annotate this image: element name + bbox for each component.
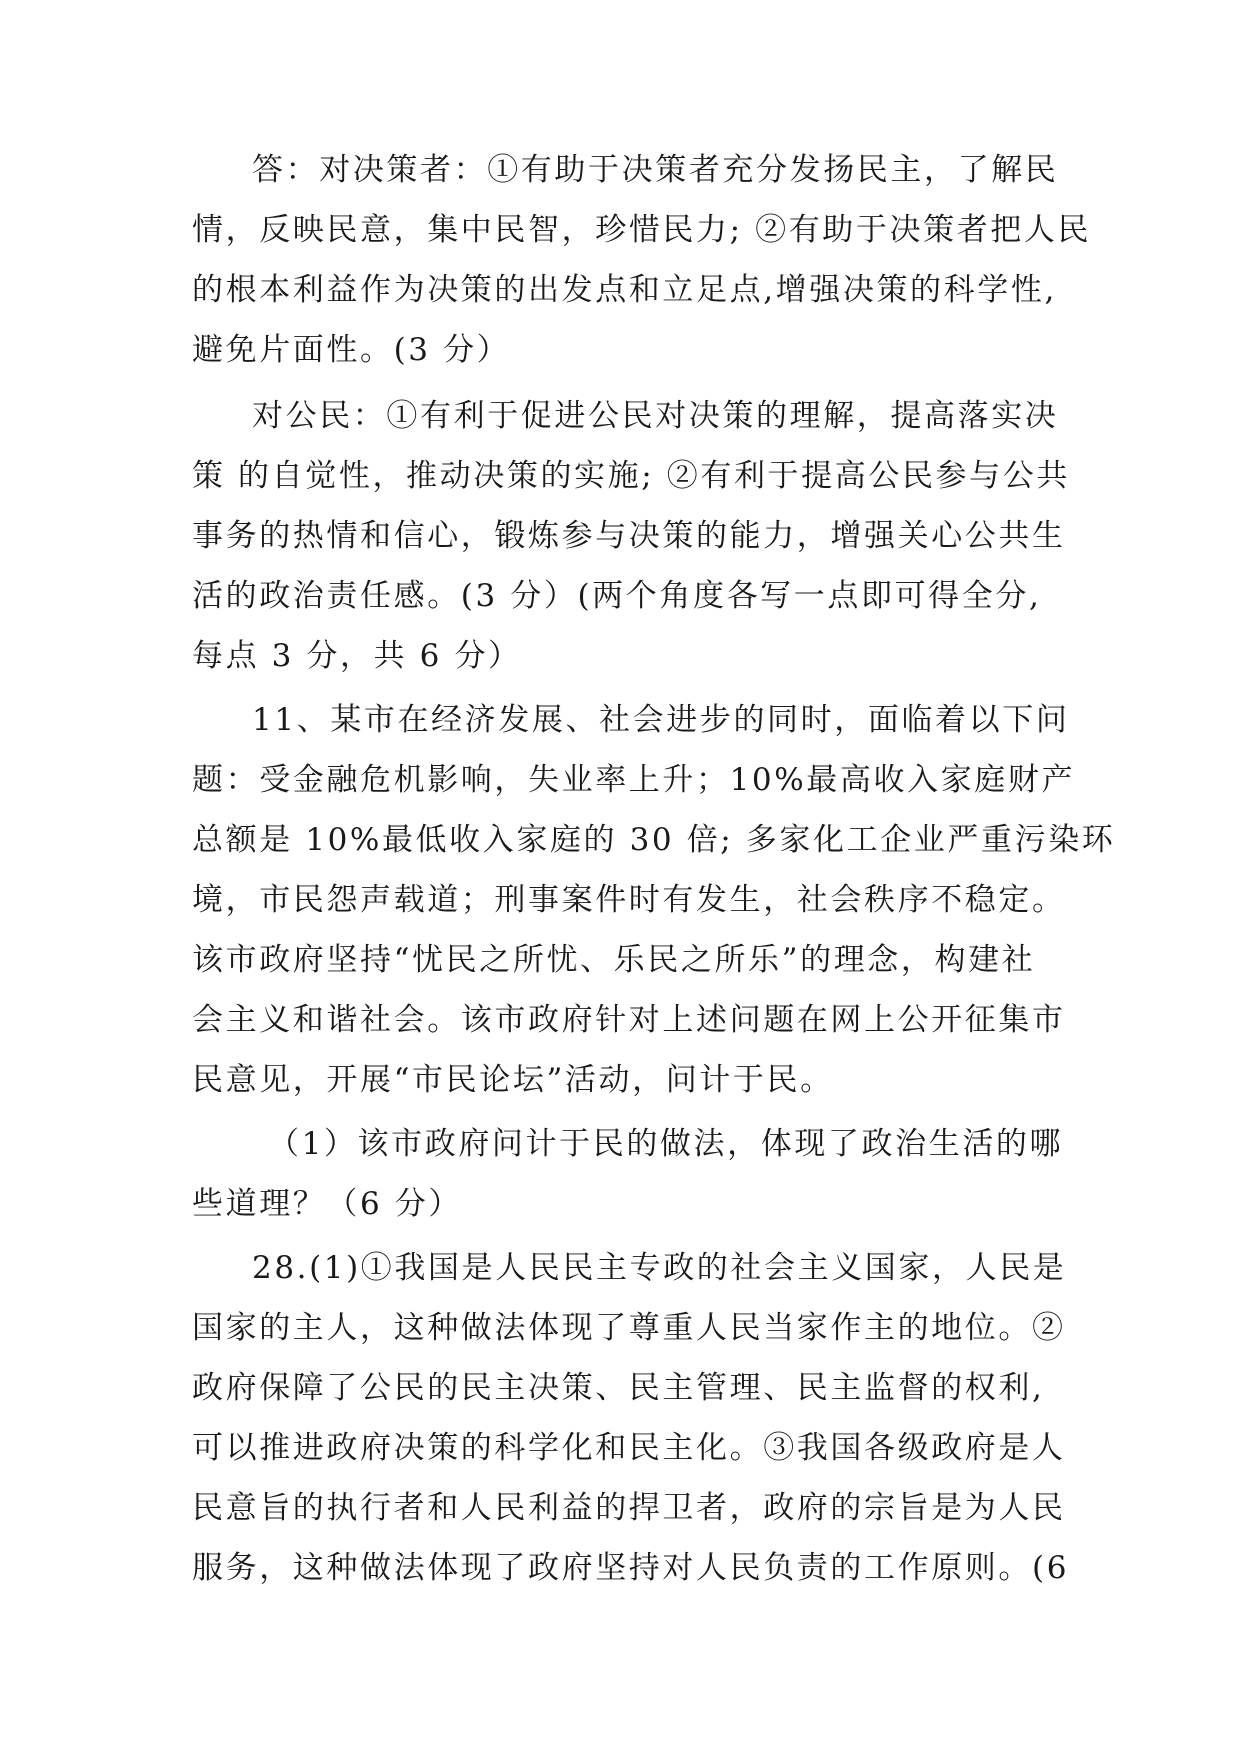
text-line: 11、某市在经济发展、社会进步的同时，面临着以下问 — [252, 702, 1070, 738]
text-line: 的根本利益作为决策的出发点和立足点,增强决策的科学性, — [192, 272, 1057, 308]
text-line: 服务，这种做法体现了政府坚持对人民负责的工作原则。(6 — [192, 1550, 1070, 1586]
text-line: 些道理？（6 分） — [192, 1186, 462, 1222]
text-line: 对公民：①有利于促进公民对决策的理解，提高落实决 — [252, 398, 1059, 434]
text-line: 每点 3 分，共 6 分） — [192, 638, 522, 674]
text-line: 国家的主人，这种做法体现了尊重人民当家作主的地位。② — [192, 1310, 1066, 1346]
text-line: 策 的自觉性，推动决策的实施; ②有利于提高公民参与公共 — [192, 458, 1070, 494]
text-line: 情，反映民意，集中民智，珍惜民力; ②有助于决策者把人民 — [192, 212, 1092, 248]
text-line: 事务的热情和信心，锻炼参与决策的能力，增强关心公共生 — [192, 518, 1066, 554]
text-line: 题：受金融危机影响，失业率上升；10%最高收入家庭财产 — [192, 762, 1076, 798]
text-line: 境，市民怨声载道；刑事案件时有发生，社会秩序不稳定。 — [192, 882, 1066, 918]
text-line: （1）该市政府问计于民的做法，体现了政治生活的哪 — [268, 1126, 1064, 1162]
text-line: 该市政府坚持“忧民之所忧、乐民之所乐”的理念，构建社 — [192, 942, 1036, 978]
text-line: 答：对决策者：①有助于决策者充分发扬民主，了解民 — [252, 152, 1059, 188]
text-line: 避免片面性。(3 分） — [192, 332, 511, 368]
text-line: 总额是 10%最低收入家庭的 30 倍; 多家化工企业严重污染环 — [192, 822, 1116, 858]
text-line: 政府保障了公民的民主决策、民主管理、民主监督的权利, — [192, 1370, 1045, 1406]
text-line: 28.(1)①我国是人民民主专政的社会主义国家，人民是 — [252, 1250, 1067, 1286]
text-line: 可以推进政府决策的科学化和民主化。③我国各级政府是人 — [192, 1430, 1066, 1466]
text-line: 民意见，开展“市民论坛”活动，问计于民。 — [192, 1062, 834, 1098]
text-line: 会主义和谐社会。该市政府针对上述问题在网上公开征集市 — [192, 1002, 1066, 1038]
text-line: 活的政治责任感。(3 分）(两个角度各写一点即可得全分, — [192, 578, 1042, 614]
text-line: 民意旨的执行者和人民利益的捍卫者，政府的宗旨是为人民 — [192, 1490, 1066, 1526]
